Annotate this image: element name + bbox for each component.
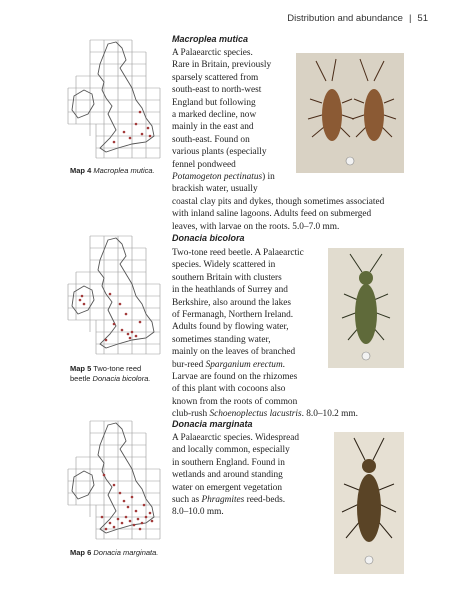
caption-label: Map 4 <box>70 166 92 175</box>
map-5-svg <box>66 234 166 356</box>
species-title: Donacia marginata <box>172 419 253 429</box>
distribution-map-4 <box>66 38 166 160</box>
caption-species: Macroplea mutica. <box>93 166 155 175</box>
map-4-caption <box>70 166 155 176</box>
running-header <box>287 13 428 24</box>
species-description: Two-tone reed beetle. A Palaearctic species. Widely scattered in southern Britain with clusters in the heathlands of Surrey and Berkshire, also around the lakes of Fermanagh, Northern Ireland. Adults found by flowing water, sometimes standing water, mainly on the leaves of branched bur-reed Sparganium erectum. Larvae are found on the rhizomes of this plant with cocoons also known from the roots of common club-rush Schoenoplectus lacustris. 8.0–10.2 mm. <box>172 248 358 420</box>
caption-common-name: Two-tone reed <box>93 364 142 373</box>
species-title: Macroplea mutica <box>172 34 249 44</box>
map-6-svg <box>66 419 166 541</box>
caption-label: Map 6 <box>70 548 92 557</box>
map-6-caption <box>70 548 158 558</box>
caption-species: Donacia marginata. <box>93 548 159 557</box>
beetle-illustration <box>328 248 404 368</box>
species-description: A Palaearctic species. Widespread and locally common, especially in southern England. Found in wetlands and around standing water on emergent vegetation such as Phragmites reed-beds. 8.0–10.0 mm. <box>172 433 299 518</box>
caption-label: Map 5 <box>70 364 92 373</box>
beetle-photo <box>328 248 404 368</box>
beetle-photo <box>296 53 404 173</box>
header-separator: | <box>408 13 412 24</box>
page-number: 51 <box>417 13 428 24</box>
map-5-caption <box>70 364 150 384</box>
beetle-illustration <box>334 432 404 574</box>
species-title: Donacia bicolora <box>172 233 245 243</box>
distribution-map-6 <box>66 419 166 541</box>
species-description: A Palaearctic species. Rare in Britain, previously sparsely scattered from south-east to north-west England but following a marked decline, now mainly in the east and south-east. Found on various plants (especially fennel pondweed Potamogeton pectinatus) in brackish water, usually coastal clay pits and dykes, though sometimes associated with inland saline lagoons. Adults feed on submerged leaves, with larvae on the roots. 5.0–7.0 mm. <box>172 48 385 232</box>
caption-common-name-cont: beetle <box>70 374 91 383</box>
beetle-illustration <box>296 53 404 173</box>
beetle-photo <box>334 432 404 574</box>
running-title: Distribution and abundance <box>287 13 403 24</box>
caption-species: Donacia bicolora. <box>92 374 151 383</box>
map-4-svg <box>66 38 166 160</box>
distribution-map-5 <box>66 234 166 356</box>
